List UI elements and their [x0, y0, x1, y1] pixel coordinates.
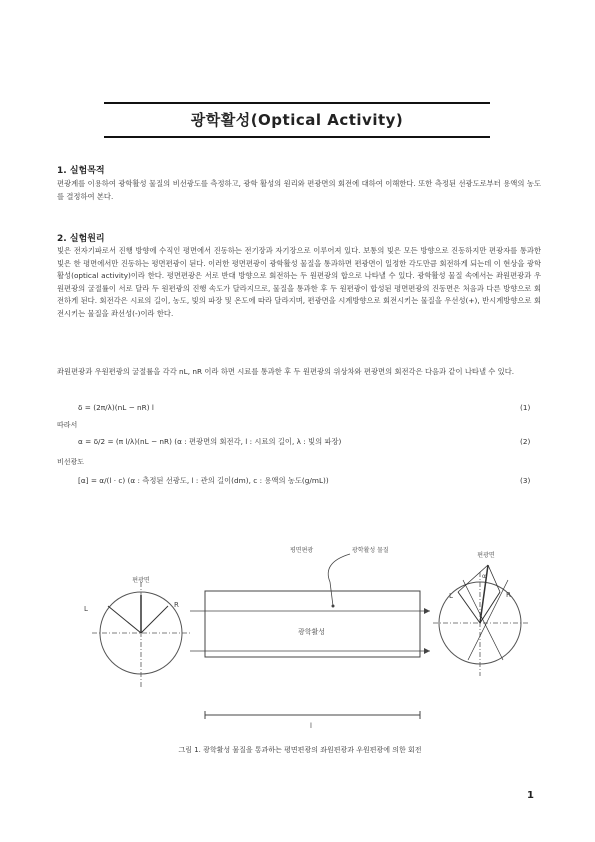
left-label-top: 편광면: [132, 577, 150, 584]
left-vector-r: [141, 606, 168, 633]
left-vector-l: [108, 606, 141, 633]
left-label-r: R: [174, 601, 179, 609]
section-heading-principle: 2. 실험원리: [57, 234, 105, 244]
section-body-purpose: 편광계를 이용하여 광학활성 물질의 비선광도를 측정하고, 광학 활성의 원리와 편광면의 회전에 대하여 이해한다. 또한 측정된 선광도로부터 용액의 농도를 결정하여 본다.: [57, 179, 541, 201]
right-diag-b: [468, 580, 508, 660]
equation-2: α = δ/2 = (π l/λ)(nL − nR) (α : 편광면의 회전각, l : 시료의 길이, λ : 빛의 파장): [78, 437, 342, 446]
right-label-top: 편광면: [477, 552, 495, 559]
figure-label-top: 평면편광: [290, 547, 314, 554]
equation-2-number: (2): [520, 437, 531, 446]
equation-3: [α] = α/(l · c) (α : 측정된 선광도, l : 관의 길이(dm), c : 용액의 농도(g/mL)): [78, 476, 329, 485]
light-arrow-bottom: [424, 648, 430, 654]
equation-1-number: (1): [520, 403, 531, 412]
equation-2-label: 따라서: [57, 421, 78, 429]
right-label-r: R: [506, 591, 511, 599]
right-label-l: L: [449, 592, 453, 600]
sample-point: [332, 605, 335, 608]
length-label: l: [310, 722, 312, 730]
figure-label-sample: 광학활성 물질: [352, 547, 389, 554]
tube-label: 광학활성: [298, 628, 326, 636]
document-title: 광학활성(Optical Activity): [190, 111, 404, 129]
equation-1: δ = (2π/λ)(nL − nR) l: [78, 403, 154, 412]
section-body-principle-2: 좌원편광과 우원편광의 굴절률을 각각 nL, nR 이라 하면 시료를 통과한 후 두 원편광의 위상차와 편광면의 회전각은 다음과 같이 나타낼 수 있다.: [57, 367, 515, 376]
section-heading-purpose: 1. 실험목적: [57, 166, 105, 176]
equation-3-label: 비선광도: [57, 458, 85, 466]
right-parallelogram-b: [488, 565, 500, 592]
section-body-principle: 빛은 전자기파로서 진행 방향에 수직인 평면에서 진동하는 전기장과 자기장으로 이루어져 있다. 보통의 빛은 모든 방향으로 진동하지만 편광자를 통과한 빛은 한 평면에서만 진동하는 평면편광이 된다. 이러한 평면편광이 광학활성 물질을 통과하면 편광면이 일정한 각도만큼 회전하게 되는데 이 현상을 광학활성(optical activity)이라 한다. 평면편광은 서로 반대 방향으로 회전하는 두 원편광의 합으로 나타낼 수 있다. 광학활성 물질 속에서는 좌원편광과 우원편광의 굴절률이 서로 달라 두 원편광의 진행 속도가 달라지므로, 물질을 통과한 후 두 원편광이 합성된 평면편광의 진동면은 처음과 다른 방향으로 회전하게 된다. 회전각은 시료의 길이, 농도, 빛의 파장 및 온도에 따라 달라지며, 편광면을 시계방향으로 회전시키는 물질을 우선성(+), 반시계방향으로 회전시키는 물질을 좌선성(-)이라 한다.: [57, 246, 541, 318]
figure-caption: 그림 1. 광학활성 물질을 통과하는 평면편광의 좌원편광과 우원편광에 의한 회전: [178, 746, 422, 754]
light-arrow-top: [424, 608, 430, 614]
page-number: 1: [527, 790, 534, 801]
right-label-angle: α: [482, 573, 486, 580]
sample-leader-line: [328, 554, 350, 606]
equation-3-number: (3): [520, 476, 531, 485]
sample-tube: [205, 591, 420, 657]
right-diag-a: [463, 580, 503, 660]
left-label-l: L: [84, 605, 88, 613]
